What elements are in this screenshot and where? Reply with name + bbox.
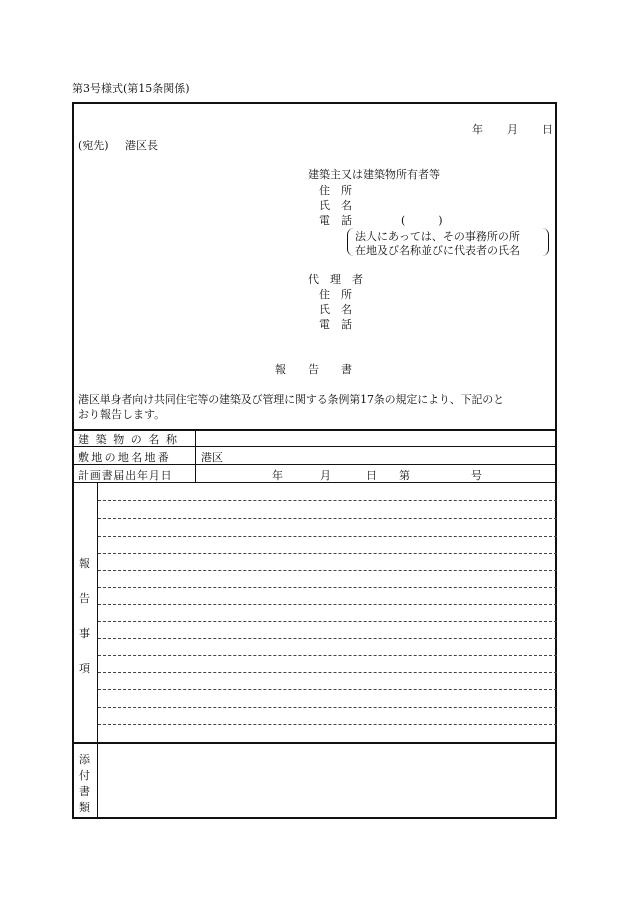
owner-phone-label: 電 話 (319, 214, 352, 227)
document-title: 報 告 書 (275, 363, 352, 376)
attach-label-char-4: 類 (79, 801, 90, 814)
site-label: 敷地の地名地番 (78, 451, 172, 464)
site-value: 港区 (201, 451, 223, 464)
owner-name-label: 氏 名 (319, 199, 352, 212)
plan-number-suffix: 号 (471, 469, 482, 482)
attach-top-rule (72, 742, 557, 744)
report-line-8 (98, 621, 557, 622)
owner-heading: 建築主又は建築物所有者等 (308, 168, 440, 181)
body-text-line1: 港区単身者向け共同住宅等の建築及び管理に関する条例第17条の規定により、下記のと (78, 393, 504, 406)
addressee-prefix: (宛先) (78, 139, 109, 152)
report-line-7 (98, 604, 557, 605)
report-label-char-4: 項 (79, 662, 90, 675)
attach-col-rule (97, 742, 98, 818)
report-line-2 (98, 518, 557, 519)
plan-month: 月 (320, 469, 331, 482)
report-line-13 (98, 707, 557, 708)
body-text-line2: おり報告します。 (78, 408, 166, 421)
building-name-label: 建築物の名称 (78, 433, 184, 446)
report-line-6 (98, 587, 557, 588)
report-line-14 (98, 724, 557, 725)
agent-name-label: 氏 名 (319, 303, 352, 316)
date-month: 月 (507, 123, 518, 136)
report-line-12 (98, 689, 557, 690)
date-year: 年 (472, 123, 483, 136)
report-label-char-2: 告 (79, 592, 90, 605)
agent-heading: 代 理 者 (308, 273, 363, 286)
report-col-rule (97, 482, 98, 743)
owner-note-line1: 法人にあっては、その事務所の所 (355, 230, 520, 243)
plan-day: 日 (366, 469, 377, 482)
owner-phone-paren: ( ) (401, 214, 443, 227)
report-line-4 (98, 553, 557, 554)
report-line-3 (98, 536, 557, 537)
report-label-char-3: 事 (79, 627, 90, 640)
table-col-rule (195, 429, 196, 482)
report-label-char-1: 報 (79, 557, 90, 570)
report-line-10 (98, 655, 557, 656)
owner-note-line2: 在地及び名称並びに代表者の氏名 (355, 244, 520, 257)
attach-label-char-3: 書 (79, 785, 90, 798)
plan-date-label: 計画書届出年月日 (78, 469, 173, 482)
agent-phone-label: 電 話 (319, 318, 352, 331)
report-line-11 (98, 672, 557, 673)
attach-label-char-1: 添 (79, 753, 90, 766)
plan-year: 年 (272, 469, 283, 482)
report-line-9 (98, 638, 557, 639)
owner-address-label: 住 所 (319, 184, 352, 197)
attach-label-char-2: 付 (79, 769, 90, 782)
plan-number-prefix: 第 (399, 469, 410, 482)
report-line-5 (98, 570, 557, 571)
agent-address-label: 住 所 (319, 288, 352, 301)
form-number: 第3号様式(第15条関係) (72, 82, 190, 95)
addressee-name: 港区長 (125, 139, 158, 152)
date-day: 日 (542, 123, 553, 136)
report-line-1 (98, 500, 557, 501)
